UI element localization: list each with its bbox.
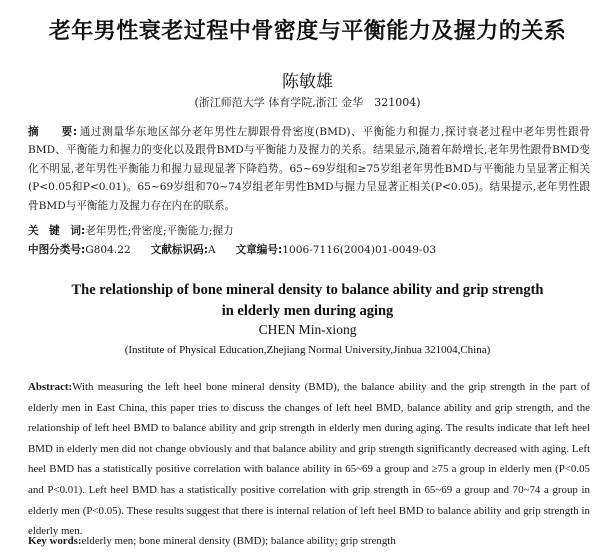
chinese-keywords-label: 关 键 词: bbox=[28, 225, 86, 237]
article-number-value: 1006-7116(2004)01-0049-03 bbox=[282, 244, 437, 256]
classification-line bbox=[28, 241, 590, 259]
chinese-title: 老年男性衰老过程中骨密度与平衡能力及握力的关系 bbox=[48, 19, 567, 44]
english-abstract-text: With measuring the left heel bone mineral density (BMD), the balance ability and the grip strength in the part of elderly men in East China, this paper tries to discuss the changes of left heel BMD, balance ability and grip strength, and the relationship of left heel BMD to balance ability and grip strength in elderly men during aging. The results indicate that left heel BMD in elderly men did not change obviously and that balance ability and grip strength significantly decreased with aging. Left heel BMD has a statistically positive correlation with balance ability in 65~69 a group and ≥75 a group in elderly men (P<0.05 and P<0.01). Left heel BMD has a statistically positive correlation with grip strength in 65~69 a group and 70~74 a group in elderly men (P<0.05). These results suggest that there is internal relation of left heel BMD to balance ability and grip strength in elderly men. bbox=[28, 381, 590, 538]
chinese-keywords-text: 老年男性;骨密度;平衡能力;握力 bbox=[85, 225, 234, 237]
english-title bbox=[0, 280, 615, 322]
chinese-abstract-label: 摘 要: bbox=[28, 126, 78, 138]
english-author: CHEN Min-xiong bbox=[258, 322, 357, 337]
chinese-keywords bbox=[28, 222, 590, 240]
article-number-label: 文章编号: bbox=[235, 244, 283, 256]
english-keywords-text: elderly men; bone mineral density (BMD); balance ability; grip strength bbox=[81, 535, 396, 547]
chinese-affiliation: (浙江师范大学 体育学院,浙江 金华 321004) bbox=[194, 96, 421, 109]
english-abstract-label: Abstract: bbox=[28, 381, 73, 393]
class-number-value: G804.22 bbox=[85, 244, 131, 256]
english-affiliation: (Institute of Physical Education,Zhejiang Normal University,Jinhua 321004,China) bbox=[124, 344, 491, 356]
chinese-abstract bbox=[28, 123, 590, 215]
english-keywords bbox=[28, 532, 590, 550]
english-keywords-label: Key words: bbox=[28, 535, 82, 547]
english-abstract bbox=[28, 377, 590, 542]
class-number-label: 中图分类号: bbox=[28, 244, 86, 256]
english-title-line-2: in elderly men during aging bbox=[221, 303, 394, 319]
chinese-abstract-text: 通过测量华东地区部分老年男性左脚跟骨骨密度(BMD)、平衡能力和握力,探讨衰老过程中老年男性跟骨BMD、平衡能力和握力的变化以及跟骨BMD与平衡能力及握力的关系。结果显示,随着年龄增长,老年男性跟骨BMD变化不明显,老年男性平衡能力和握力显现显著下降趋势。65~69岁组和≥75岁组老年男性BMD与平衡能力呈显著正相关(P<0.05和P<0.01)。65~69岁组和70~74岁组老年男性BMD与握力呈显著正相关(P<0.05)。结果提示,老年男性跟骨BMD与平衡能力及握力存在内在的联系。 bbox=[28, 126, 590, 212]
english-title-line-1: The relationship of bone mineral density to balance ability and grip strength bbox=[71, 282, 544, 298]
document-code-value: A bbox=[207, 244, 216, 256]
document-code-label: 文献标识码: bbox=[150, 244, 208, 256]
chinese-author: 陈敏雄 bbox=[282, 72, 333, 92]
